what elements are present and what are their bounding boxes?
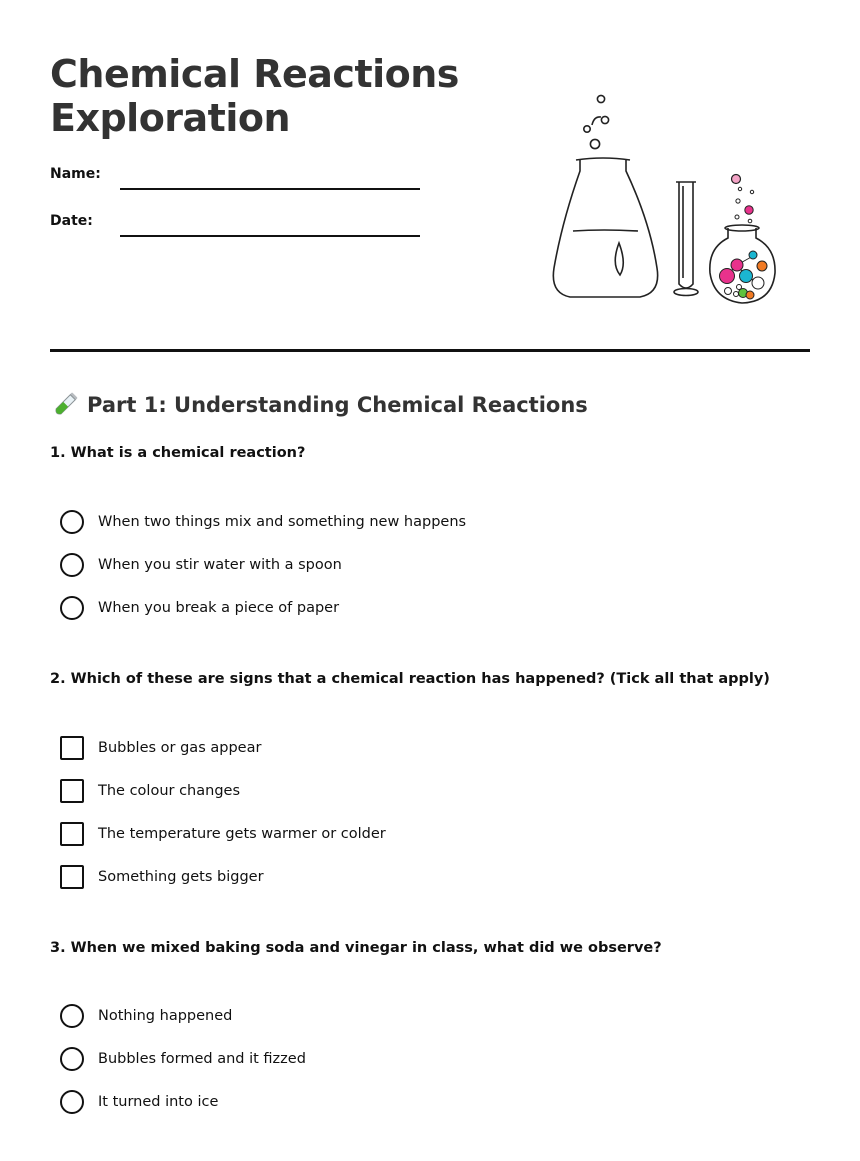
- option-label: When two things mix and something new happens: [98, 514, 467, 530]
- title-line-1: Chemical Reactions: [50, 52, 459, 96]
- page-title: [50, 52, 470, 140]
- radio-button[interactable]: [60, 1090, 84, 1114]
- checkbox[interactable]: [60, 865, 84, 889]
- name-label: Name:: [50, 166, 101, 182]
- checkbox[interactable]: [60, 736, 84, 760]
- option-label: The colour changes: [98, 783, 240, 799]
- option-label: It turned into ice: [98, 1094, 219, 1110]
- q3-option-1[interactable]: [60, 1003, 232, 1029]
- part1-heading: [50, 390, 588, 420]
- option-label: Nothing happened: [98, 1008, 233, 1024]
- test-tube-stand-icon: [674, 182, 698, 296]
- checkbox[interactable]: [60, 822, 84, 846]
- title-line-2: Exploration: [50, 96, 291, 140]
- round-flask-icon: [710, 175, 775, 304]
- checkbox[interactable]: [60, 779, 84, 803]
- radio-button[interactable]: [60, 596, 84, 620]
- option-label: Something gets bigger: [98, 869, 264, 885]
- lab-glassware-illustration: [540, 88, 790, 313]
- option-label: When you break a piece of paper: [98, 600, 340, 616]
- radio-button[interactable]: [60, 1047, 84, 1071]
- date-line[interactable]: [120, 235, 420, 237]
- conical-flask-icon: [553, 95, 657, 297]
- q1-option-3[interactable]: [60, 595, 339, 621]
- date-label: Date:: [50, 213, 93, 229]
- section-divider: [50, 349, 810, 352]
- name-field[interactable]: [50, 166, 420, 196]
- name-line[interactable]: [120, 188, 420, 190]
- q1-option-1[interactable]: [60, 509, 466, 535]
- q3-option-2[interactable]: [60, 1046, 306, 1072]
- test-tube-icon: [50, 390, 80, 420]
- radio-button[interactable]: [60, 510, 84, 534]
- date-field[interactable]: [50, 213, 420, 243]
- q2-option-4[interactable]: [60, 864, 264, 890]
- question-2: 2. Which of these are signs that a chemical reaction has happened? (Tick all that apply): [50, 671, 770, 687]
- part1-heading-text: Part 1: Understanding Chemical Reactions: [87, 393, 588, 417]
- q2-option-3[interactable]: [60, 821, 386, 847]
- option-label: The temperature gets warmer or colder: [98, 826, 386, 842]
- question-3: 3. When we mixed baking soda and vinegar in class, what did we observe?: [50, 940, 662, 956]
- option-label: When you stir water with a spoon: [98, 557, 342, 573]
- q1-option-2[interactable]: [60, 552, 342, 578]
- radio-button[interactable]: [60, 553, 84, 577]
- question-1: 1. What is a chemical reaction?: [50, 445, 306, 461]
- option-label: Bubbles formed and it fizzed: [98, 1051, 306, 1067]
- radio-button[interactable]: [60, 1004, 84, 1028]
- q2-option-1[interactable]: [60, 735, 261, 761]
- option-label: Bubbles or gas appear: [98, 740, 262, 756]
- q3-option-3[interactable]: [60, 1089, 218, 1115]
- q2-option-2[interactable]: [60, 778, 240, 804]
